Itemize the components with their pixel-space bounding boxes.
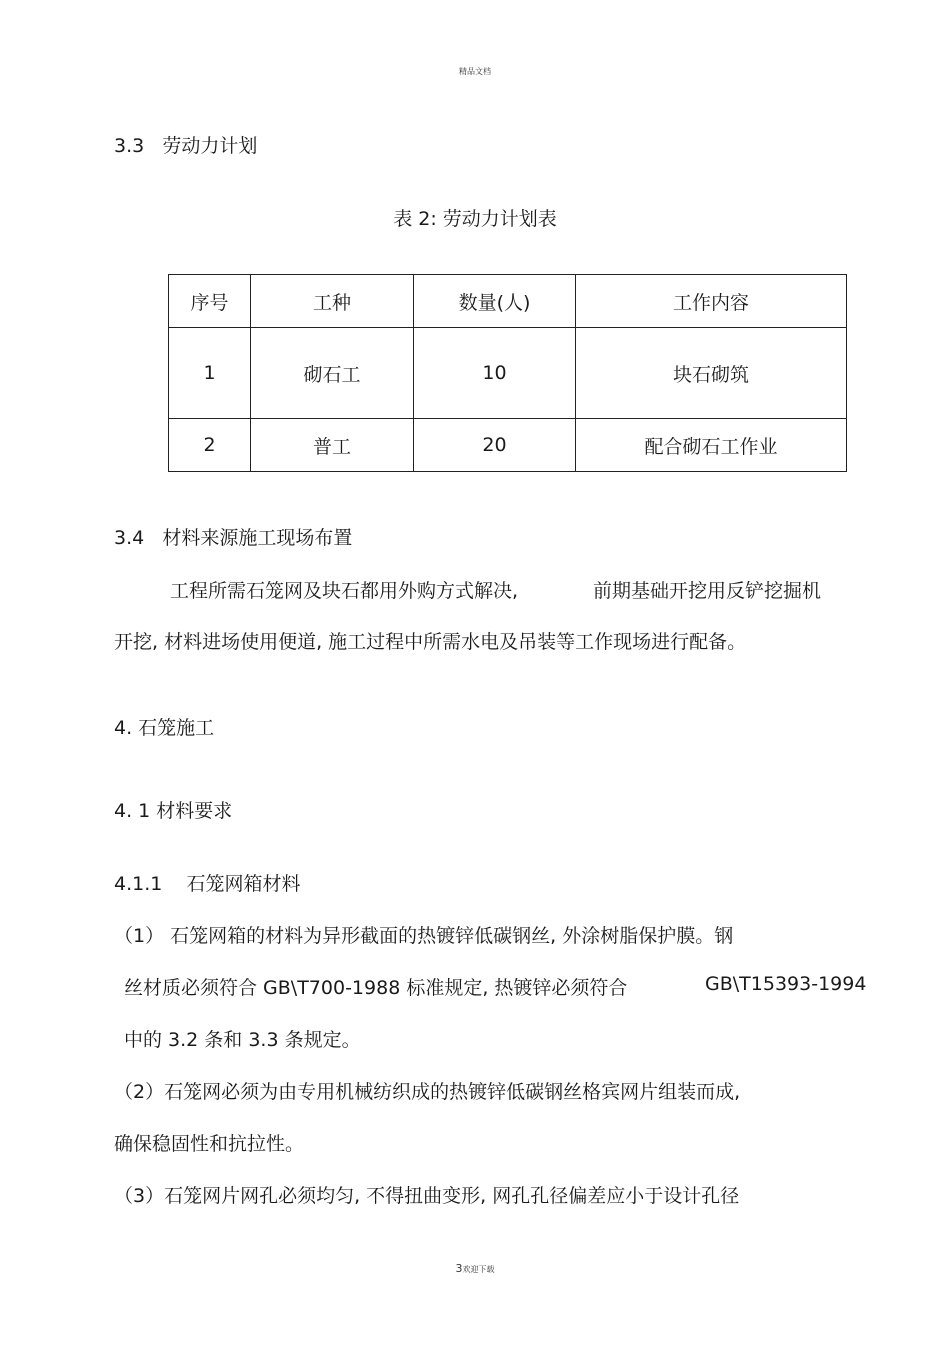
section-4-heading: 4. 石笼施工 [114, 717, 215, 739]
paragraph-line: 前期基础开挖用反铲挖掘机 [593, 580, 822, 602]
section-4-1-1-heading [114, 869, 301, 896]
item-line: （1） 石笼网箱的材料为异形截面的热镀锌低碳钢丝, 外涂树脂保护膜。钢 [114, 925, 734, 947]
table-cell: 20 [414, 419, 576, 472]
table-cell: 普工 [251, 419, 414, 472]
section-3-4-heading [114, 523, 352, 550]
paragraph-line: 开挖, 材料进场使用便道, 施工过程中所需水电及吊装等工作现场进行配备。 [114, 631, 747, 653]
table-row [169, 328, 847, 419]
section-title: 劳动力计划 [162, 135, 258, 157]
item-line: 中的 3.2 条和 3.3 条规定。 [124, 1029, 361, 1051]
table-cell: 2 [169, 419, 251, 472]
table-header-cell: 数量(人) [414, 275, 576, 328]
table-row [169, 419, 847, 472]
item-line: （2）石笼网必须为由专用机械纺织成的热镀锌低碳钢丝格宾网片组装而成, [114, 1081, 741, 1103]
table-cell: 块石砌筑 [576, 328, 847, 419]
labor-plan-table [168, 274, 847, 472]
table-header-cell: 序号 [169, 275, 251, 328]
section-number: 4.1.1 [114, 873, 163, 895]
table-header-row [169, 275, 847, 328]
table-cell: 1 [169, 328, 251, 419]
table-header-cell: 工作内容 [576, 275, 847, 328]
section-title: 石笼网箱材料 [186, 873, 301, 895]
paragraph-line: 工程所需石笼网及块石都用外购方式解决, [170, 580, 519, 602]
item-line: 确保稳固性和抗拉性。 [114, 1133, 305, 1155]
table-cell: 10 [414, 328, 576, 419]
section-number: 3.4 [114, 527, 145, 549]
footer-text: 欢迎下载 [462, 1265, 495, 1274]
section-4-1-heading: 4. 1 材料要求 [114, 800, 233, 822]
table-header-cell: 工种 [251, 275, 414, 328]
header-watermark: 精品文档 [459, 67, 491, 76]
table-cell: 砌石工 [251, 328, 414, 419]
page-number: 3 [455, 1262, 463, 1275]
item-line: 丝材质必须符合 GB\T700-1988 标准规定, 热镀锌必须符合 [124, 977, 628, 999]
section-number: 3.3 [114, 135, 145, 157]
table-cell: 配合砌石工作业 [576, 419, 847, 472]
section-3-3-heading [114, 131, 257, 158]
page-footer [0, 1262, 950, 1275]
item-line: GB\T15393-1994 [705, 973, 867, 995]
item-line: （3）石笼网片网孔必须均匀, 不得扭曲变形, 网孔孔径偏差应小于设计孔径 [114, 1185, 740, 1207]
section-title: 材料来源施工现场布置 [162, 527, 353, 549]
table-caption: 表 2: 劳动力计划表 [393, 208, 557, 230]
